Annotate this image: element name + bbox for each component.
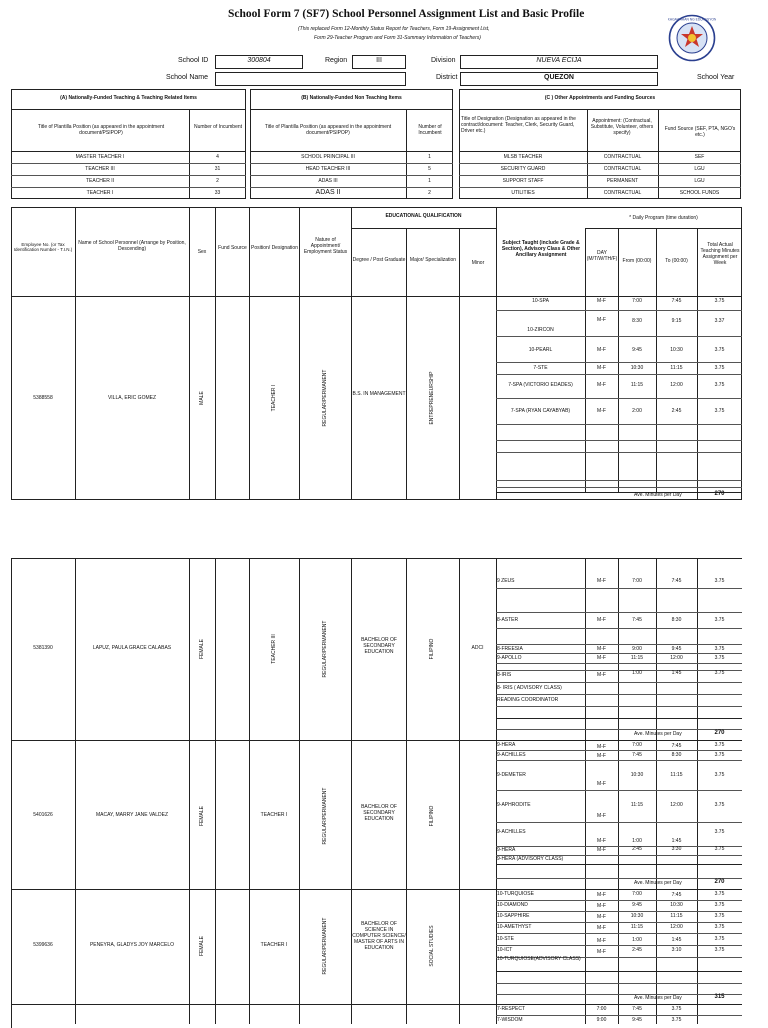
p3-r5-min: 3.75 — [714, 829, 725, 835]
p3-ave-label: Ave. Minutes per Day — [634, 880, 682, 886]
p2-r5-from: 1:00 — [632, 670, 642, 676]
p1-r4-to: 11:15 — [670, 365, 683, 371]
a-row-3-count: 2 — [216, 178, 219, 184]
p4-r5-day: M-F — [597, 938, 606, 944]
p4-r2-day: M-F — [597, 903, 606, 909]
b-row-4-position: ADAS II — [315, 189, 341, 196]
p2-r1-to: 7:45 — [671, 578, 682, 584]
p2-degree: BACHELOR OF SECONDARY EDUCATION — [361, 637, 397, 655]
p3-sex: FEMALE — [199, 806, 205, 827]
p4-r5-to: 1:45 — [671, 937, 682, 943]
p3-r6-day: M-F — [597, 847, 606, 853]
p3-r3-day: M-F — [597, 781, 606, 787]
p2-r1-subject: 9 ZEUS — [497, 578, 515, 584]
p4-r2-from: 9:45 — [632, 902, 642, 908]
p3-ave-value: 270 — [714, 879, 725, 885]
p4-name: PENEYRA, GLADYS JOY MARCELO — [89, 942, 175, 948]
p4-r4-to: 12:00 — [670, 924, 683, 930]
p3-emp-no: 5401626 — [33, 812, 53, 818]
p1-r1-day: M-F — [597, 298, 606, 304]
p1-name: VILLA, ERIC GOMEZ — [107, 395, 157, 401]
p4-ave-value: 315 — [714, 994, 725, 1000]
b-row-1-position: SCHOOL PRINCIPAL III — [301, 154, 355, 160]
p1-major: ENTREPRENEURSHIP — [429, 371, 435, 425]
p1-r2-from: 8:30 — [632, 318, 642, 324]
p4-r3-from: 10:30 — [630, 913, 644, 919]
p2-position: TEACHER III — [271, 634, 277, 664]
hdr-name: Name of School Personnel (Arrange by Position, Descending) — [78, 240, 186, 252]
p1-r1-from: 7:00 — [632, 298, 642, 304]
p2-r4-to: 12:00 — [670, 655, 683, 661]
p2-r3-day: M-F — [597, 646, 606, 652]
hdr-position: Position/ Designation — [251, 245, 298, 251]
a-row-1-position: MASTER TEACHER I — [75, 154, 125, 160]
p2-nature: REGULAR/PERMANENT — [322, 620, 328, 678]
b-row-3-position: ADAS III — [318, 178, 338, 184]
b-row-4-count: 2 — [428, 190, 431, 196]
p1-r3-from: 9:45 — [632, 347, 642, 353]
p4-r3-to: 11:15 — [670, 913, 683, 919]
p2-r4-from: 11:15 — [630, 655, 644, 661]
p1-r5-day: M-F — [597, 382, 606, 388]
p1-emp-no: 5388558 — [33, 395, 53, 401]
school-year-label: School Year — [697, 74, 735, 81]
p3-r4-from: 11:15 — [630, 802, 644, 808]
p2-r1-min: 3.75 — [714, 578, 725, 584]
p2-r2-min: 3.75 — [714, 617, 725, 623]
c-row-1-designation: MLSB TEACHER — [503, 154, 543, 160]
p1-nature: REGULAR/PERMANENT — [322, 369, 328, 427]
p2-r2-from: 7:45 — [632, 617, 642, 623]
summary-c-col-designation: Title of Designation (Designation as appeared in the contract/document: Teacher, Clerk, Security Guard, Driver etc.) — [461, 116, 576, 134]
c-row-4-designation: UTILITIES — [511, 190, 535, 196]
p2-major: FILIPINO — [429, 638, 435, 660]
c-row-3-fund: LGU — [694, 178, 705, 184]
hdr-nature: Nature of Appointment/ Employment Status — [303, 237, 348, 255]
hdr-minor: Minor — [471, 260, 485, 266]
p3-r6-min: 3.75 — [714, 846, 725, 852]
p3-r1-subject: 9-HERA — [497, 742, 516, 748]
c-row-2-appointment: CONTRACTUAL — [603, 166, 642, 172]
p3-degree: BACHELOR OF SECONDARY EDUCATION — [361, 804, 397, 822]
a-row-1-count: 4 — [216, 154, 219, 160]
p2-sex: FEMALE — [199, 639, 205, 660]
p2-ave-label: Ave. Minutes per Day — [634, 731, 682, 737]
p3-r5-subject: 9-ACHILLES — [497, 829, 526, 835]
p4-r6-day: M-F — [597, 949, 606, 955]
p2-name: LAPUZ, PAULA GRACE CALABAS — [92, 645, 172, 651]
c-row-4-fund: SCHOOL FUNDS — [679, 190, 720, 196]
summary-b-title: (B) Nationally-Funded Non Teaching Items — [301, 95, 402, 101]
p1-r6-to: 2:45 — [671, 408, 682, 414]
p2-r1-day: M-F — [597, 578, 606, 584]
hdr-day: DAY (M/T/W/TH/F) — [586, 250, 618, 262]
b-row-2-position: HEAD TEACHER III — [305, 166, 351, 172]
p4-sex: FEMALE — [199, 936, 205, 957]
p4-r4-subject: 10-AMETHYST — [497, 924, 532, 930]
p4-r6-subject: 10-ICT — [497, 947, 513, 953]
a-row-4-count: 33 — [214, 190, 221, 196]
partial-r2-day: 9:00 — [596, 1017, 607, 1023]
p3-r1-from: 7:00 — [632, 742, 642, 748]
district-label: District — [436, 74, 458, 81]
p1-r3-to: 10:30 — [670, 347, 683, 353]
summary-a-col-count: Number of Incumbent — [193, 124, 243, 130]
p3-r2-min: 3.75 — [714, 752, 725, 758]
p3-r5-from: 1:00 — [632, 838, 642, 844]
school-id-field[interactable] — [215, 55, 303, 69]
p2-r2-subject: 8-ASTER — [497, 617, 519, 623]
p4-r5-subject: 10-STE — [497, 936, 514, 942]
p3-r3-min: 3.75 — [714, 772, 725, 778]
p3-r4-min: 3.75 — [714, 802, 725, 808]
p2-r5-to: 1:45 — [671, 670, 682, 676]
partial-r1-to: 3.75 — [671, 1006, 682, 1012]
school-id-label: School ID — [178, 57, 209, 64]
summary-c-col-fund: Fund Source (SEF, PTA, NGO's etc.) — [664, 126, 736, 138]
p4-r4-min: 3.75 — [714, 924, 725, 930]
p2-r3-from: 9:00 — [632, 646, 642, 652]
p2-r5-min: 3.75 — [714, 670, 725, 676]
p2-r3-subject: 8-FREESIA — [497, 646, 523, 652]
division-label: Division — [431, 57, 456, 64]
p4-r3-min: 3.75 — [714, 913, 725, 919]
school-id-value: 300804 — [247, 57, 271, 64]
summary-b-col-count: Number of Incumbent — [418, 124, 442, 136]
p2-r3-min: 3.75 — [714, 646, 725, 652]
p1-r4-subject: 7-STE — [533, 365, 548, 371]
p1-position: TEACHER I — [271, 384, 277, 412]
p1-r5-min: 3.75 — [714, 382, 725, 388]
hdr-edu-qual: EDUCATIONAL QUALIFICATION — [385, 213, 462, 219]
p4-r1-subject: 10-TURQUIOSE — [497, 891, 534, 897]
c-row-1-appointment: CONTRACTUAL — [603, 154, 642, 160]
p1-r2-min: 3.37 — [714, 318, 725, 324]
p4-r1-day: M-F — [597, 892, 606, 898]
p3-r4-subject: 9-APHRODITE — [497, 802, 531, 808]
hdr-fund-source: Fund Source — [218, 245, 247, 251]
division-field[interactable] — [460, 55, 658, 69]
form-subtitle-2: Form 29-Teacher Program and Form 31-Summary Information of Teachers) — [314, 35, 481, 41]
p2-r1-from: 7:00 — [632, 578, 642, 584]
p1-r5-subject: 7-SPA (VICTORIO EDADES) — [508, 382, 573, 388]
p4-r5-from: 1:00 — [632, 937, 642, 943]
summary-c-title: (C ) Other Appointments and Funding Sources — [544, 95, 656, 101]
p1-r6-from: 2:00 — [632, 408, 642, 414]
p3-r2-to: 8:30 — [671, 752, 682, 758]
p2-r2-to: 8:30 — [671, 617, 682, 623]
p1-r6-subject: 7-SPA (RYAN CAYABYAB) — [510, 408, 571, 414]
form-title: School Form 7 (SF7) School Personnel Assignment List and Basic Profile — [228, 8, 585, 20]
district-value: QUEZON — [544, 74, 574, 81]
summary-a-title: (A) Nationally-Funded Teaching & Teaching Related Items — [60, 95, 197, 101]
p1-r5-from: 11:15 — [630, 382, 644, 388]
p3-r6-subject: 9-HERA — [497, 847, 516, 853]
p3-name: MACAY, MARRY JANE VALDEZ — [95, 812, 169, 818]
p1-r1-min: 3.75 — [714, 298, 725, 304]
a-row-2-position: TEACHER III — [85, 166, 115, 172]
p1-r1-to: 7:45 — [671, 298, 682, 304]
p4-degree: BACHELOR OF SCIENCE IN COMPUTER SCIENCE/ MASTER OF ARTS IN EDUCATION — [352, 921, 406, 951]
p3-r7-subject: 9-HERA (ADVISORY CLASS) — [497, 856, 564, 862]
p2-r5-day: M-F — [597, 672, 606, 678]
p4-r6-min: 3.75 — [714, 947, 725, 953]
p1-degree: B.S. IN MANAGEMENT — [352, 391, 406, 397]
p1-r2-day: M-F — [597, 317, 606, 323]
p2-r4-day: M-F — [597, 655, 606, 661]
p3-r2-day: M-F — [597, 753, 606, 759]
p4-emp-no: 5399636 — [33, 942, 53, 948]
form-subtitle-1: (This replaced Form 12-Monthly Status Report for Teachers, Form 19-Assignment List, — [298, 26, 490, 32]
hdr-total-minutes: Total Actual Teaching Minutes Assignment per Week — [700, 242, 740, 266]
summary-c-col-appointment: Appointment: (Contractual, Substitute, Volunteer, others specify) — [590, 118, 654, 136]
deped-seal-icon — [668, 14, 716, 62]
summary-b-col-title: Title of Plantilla Position (as appeared in the appointment document/PSIPOP) — [264, 124, 392, 136]
p3-position: TEACHER I — [260, 812, 288, 818]
partial-r1-from: 7:45 — [632, 1006, 642, 1012]
p3-r6-from: 2:45 — [632, 846, 642, 852]
p1-r1-subject: 10-SPA — [532, 298, 549, 304]
p1-r4-from: 10:30 — [630, 365, 644, 371]
b-row-3-count: 1 — [428, 178, 431, 184]
p3-r3-to: 11:15 — [670, 772, 683, 778]
hdr-degree: Degree / Post Graduate — [352, 257, 406, 263]
p2-r6-subject: 8- IRIS ( ADVISORY CLASS) — [497, 685, 562, 691]
c-row-2-fund: LGU — [694, 166, 705, 172]
p1-r5-to: 12:00 — [670, 382, 683, 388]
p4-position: TEACHER I — [260, 942, 288, 948]
b-row-2-count: 5 — [428, 166, 431, 172]
p4-nature: REGULAR/PERMANENT — [322, 917, 328, 975]
p1-r3-min: 3.75 — [714, 347, 725, 353]
region-value: III — [376, 57, 382, 64]
b-row-1-count: 1 — [428, 154, 431, 160]
hdr-subject: Subject Taught (include Grade & Section), Advisory Class & Other Ancillary Assignment — [501, 240, 581, 258]
p1-ave-label: Ave. Minutes per Day — [634, 492, 682, 498]
school-name-field[interactable] — [215, 72, 406, 86]
p1-sex: MALE — [199, 391, 205, 405]
region-field[interactable] — [352, 55, 406, 69]
p4-r4-day: M-F — [597, 925, 606, 931]
p2-r3-to: 9:45 — [671, 646, 682, 652]
p2-r5-subject: 8-IRIS — [497, 672, 512, 678]
p2-ave-value: 270 — [714, 730, 725, 736]
p3-r5-day: M-F — [597, 838, 606, 844]
partial-r2-to: 3.75 — [671, 1017, 682, 1023]
p4-r5-min: 3.75 — [714, 936, 725, 942]
c-row-3-appointment: PERMANENT — [606, 178, 639, 184]
p2-r7-subject: READING COORDINATOR — [497, 697, 559, 703]
p4-r3-day: M-F — [597, 914, 606, 920]
p2-minor: ADCI — [471, 645, 484, 651]
p4-r1-to: 7:45 — [671, 892, 682, 898]
p1-r3-day: M-F — [597, 347, 606, 353]
partial-r1-subject: 7-RESPECT — [497, 1006, 526, 1012]
p4-ave-label: Ave. Minutes per Day — [634, 995, 682, 1001]
p3-r4-to: 12:00 — [670, 802, 683, 808]
p3-r3-subject: 9-DEMETER — [497, 772, 526, 778]
c-row-1-fund: SEF — [694, 154, 705, 160]
p1-r2-to: 9:15 — [671, 318, 682, 324]
p3-r5-to: 1:45 — [671, 838, 682, 844]
p4-r2-subject: 10-DIAMOND — [497, 902, 528, 908]
p1-r6-day: M-F — [597, 408, 606, 414]
p3-r1-min: 3.75 — [714, 742, 725, 748]
p4-r6-to: 3:10 — [671, 947, 682, 953]
p1-r4-min: 3.75 — [714, 365, 725, 371]
p2-emp-no: 5381390 — [33, 645, 53, 651]
hdr-major: Major/ Specialization — [409, 257, 457, 263]
p4-r7-subject: 10-TURQUIOSE(ADVISORY CLASS) — [497, 956, 581, 962]
p2-r2-day: M-F — [597, 617, 606, 623]
partial-r2-from: 9:45 — [632, 1017, 642, 1023]
c-row-2-designation: SECURITY GUARD — [500, 166, 546, 172]
a-row-2-count: 31 — [214, 166, 221, 172]
p4-r1-min: 3.75 — [714, 891, 725, 897]
p3-r4-day: M-F — [597, 813, 606, 819]
hdr-sex: Sex — [197, 249, 207, 255]
c-row-4-appointment: CONTRACTUAL — [603, 190, 642, 196]
seal-text: KAGAWARAN NG EDUKASYON — [668, 17, 716, 22]
p4-r1-from: 7:00 — [632, 891, 642, 897]
a-row-3-position: TEACHER II — [85, 178, 115, 184]
p3-r2-from: 7:45 — [632, 752, 642, 758]
p3-r6-to: 3:30 — [671, 846, 682, 852]
p4-major: SOCIAL STUDIES — [429, 925, 435, 967]
p3-r1-day: M-F — [597, 744, 606, 750]
school-name-label: School Name — [166, 74, 209, 81]
division-value: NUEVA ECIJA — [536, 57, 582, 64]
p2-r4-subject: 9-APOLLO — [497, 655, 522, 661]
region-label: Region — [325, 57, 348, 64]
hdr-to: To (00:00) — [665, 258, 688, 264]
a-row-4-position: TEACHER I — [86, 190, 114, 196]
p3-major: FILIPINO — [429, 805, 435, 827]
c-row-3-designation: SUPPORT STAFF — [502, 178, 544, 184]
hdr-from: From (00:00) — [622, 258, 652, 264]
p2-r4-min: 3.75 — [714, 655, 725, 661]
p3-nature: REGULAR/PERMANENT — [322, 787, 328, 845]
p1-r3-subject: 10-PEARL — [528, 347, 553, 353]
p4-r6-from: 2:45 — [632, 947, 642, 953]
hdr-employee-no: Employee No. (or Tax Identification Number - T.I.N.) — [13, 242, 73, 252]
p3-r2-subject: 9-ACHILLES — [497, 752, 526, 758]
partial-r1-day: 7:00 — [596, 1006, 607, 1012]
p4-r3-subject: 10-SAPPHIRE — [497, 913, 530, 919]
p3-r3-from: 10:30 — [630, 772, 644, 778]
p1-r6-min: 3.75 — [714, 408, 725, 414]
district-field[interactable] — [460, 72, 658, 86]
summary-a-col-title: Title of Plantilla Position (as appeared in the appointment document/PSIPOP) — [37, 124, 165, 136]
p1-ave-value: 270 — [714, 491, 725, 497]
p1-r4-day: M-F — [597, 365, 606, 371]
p1-r2-subject: 10-ZIRCON — [527, 327, 554, 333]
p3-r1-to: 7:45 — [671, 743, 682, 749]
hdr-daily-program: * Daily Program (time duration) — [629, 215, 698, 221]
p4-r2-min: 3.75 — [714, 902, 725, 908]
p4-r2-to: 10:30 — [670, 902, 683, 908]
p4-r4-from: 11:15 — [630, 924, 644, 930]
partial-r2-subject: 7-WISDOM — [497, 1017, 523, 1023]
